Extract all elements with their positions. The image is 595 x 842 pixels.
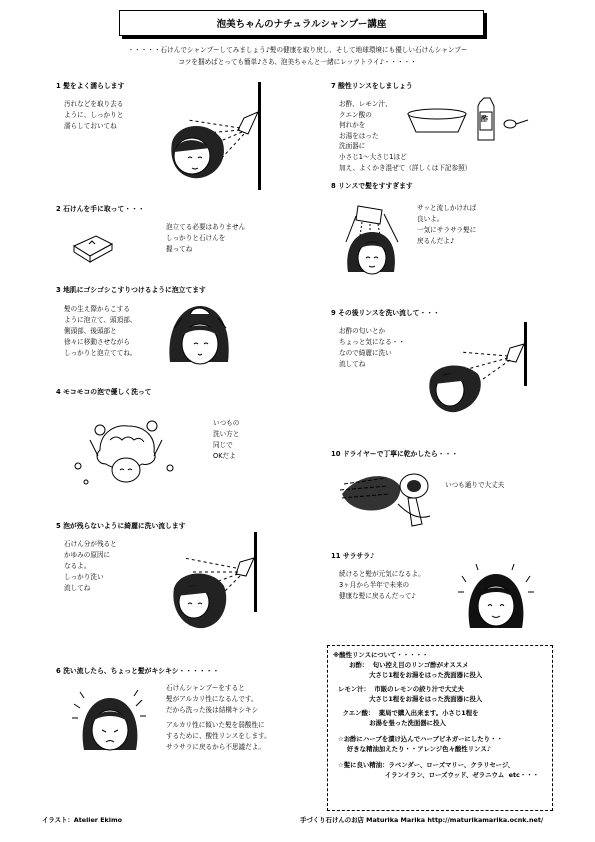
step-3-title: 3 地肌にゴシゴシこすりつけるように泡立てます <box>56 286 206 294</box>
shower-rinsing-illustration <box>160 532 260 634</box>
step-6-text-2: アルカリ性に傾いた髪を弱酸性に するために、酸性リンスをします。 サラサラに戻るから不思議だよ。 <box>166 721 271 751</box>
rinse-supplies-illustration <box>406 96 528 144</box>
rinse-note-line: レモン汁： 市販のレモンの絞り汁で大丈夫 <box>338 685 464 693</box>
vinegar-bottle-label: 酢 <box>481 115 488 123</box>
step-4-text: いつもの 洗い方と 同じで OKだよ <box>213 419 240 460</box>
step-11-title: 11 サラサラ♪ <box>331 552 375 560</box>
rinse-note-heading: ※酸性リンスについて・・・・・ <box>333 651 429 659</box>
step-5-text: 石けん分が残ると かゆみの原因に なるよ。 しっかり洗い 流してね <box>64 540 117 592</box>
intro-line-1: ・・・・・石けんでシャンプーしてみましょう♪髪の健康を取り戻し、そして地球環境にも優しい石けんシャンプー <box>127 46 468 54</box>
squeaky-hair-illustration <box>70 688 150 760</box>
step-8-text: サッと流しかければ 良いよ。 一気にサラサラ髪に 戻るんだよ♪ <box>417 204 477 245</box>
rinse-note-line: お酢： 匂い控え目のリンゴ酢がオススメ <box>338 661 469 669</box>
step-10-text: いつも通りで大丈夫 <box>445 481 505 489</box>
step-7-text: お酢、レモン汁、 クエン酸の 何れかを お湯をはった 洗面器に 小さじ1～大さじ1ほど 加え、よくかき混ぜて（詳しくは下記参照） <box>339 100 472 172</box>
pouring-rinse-illustration <box>336 202 408 282</box>
step-4-title: 4 モコモコの泡で優しく洗って <box>56 388 152 396</box>
step-1-title: 1 髪をよく濡らします <box>56 82 125 90</box>
shop-credit: 手づくり石けんのお店 Maturika Marika http://maturikamarika.ocnk.net/ <box>300 816 544 824</box>
intro-line-2: コツを掴めばとっても簡単♪さあ、泡美ちゃんと一緒にレッツトライ♪・・・・・ <box>178 58 417 66</box>
rinse-note-lines <box>338 660 539 780</box>
step-6-text: 石けんシャンプーをすると 髪がアルカリ性になるんです。 だから洗った後は結構キシキシ <box>166 684 259 714</box>
step-7-title: 7 酸性リンスをしましょう <box>331 82 413 90</box>
step-6-title: 6 洗い流したら、ちょっと髪がキシキシ・・・・・・ <box>56 667 220 675</box>
rinse-note-line: ☆髪に良い精油：ラベンダー、ローズマリー、クラリセージ、 <box>338 761 515 769</box>
step-9-text: お酢の匂いとか ちょっと気になる・・ なので綺麗に洗い 流してね <box>339 327 405 368</box>
foam-washing-illustration <box>70 410 182 488</box>
illustration-credit: イラスト：Atelier Ekimo <box>42 816 123 824</box>
soap-bar-illustration <box>70 230 114 262</box>
step-9-title: 9 その後リンスを洗い流して・・・ <box>331 309 440 317</box>
rinse-note-line: 大さじ1程をお湯をはった洗面器に投入 <box>338 671 483 679</box>
hair-dryer-illustration <box>338 464 438 536</box>
rinse-note-line: イランイラン、ローズウッド、ゼラニウム etc・・・ <box>338 771 540 779</box>
step-1-text: 汚れなどを取り去る ように、しっかりと 濡らしておいてね <box>64 100 124 130</box>
step-5-title: 5 泡が残らないように綺麗に洗い流します <box>56 522 186 530</box>
page-title-box <box>119 10 484 36</box>
step-8-title: 8 リンスで髪をすすぎます <box>331 182 413 190</box>
rinse-note-line: クエン酸： 薬局で購入出来ます。小さじ1程を <box>338 709 479 717</box>
shower-rinse-off-illustration <box>420 322 530 420</box>
page-title: 泡美ちゃんのナチュラルシャンプー講座 <box>216 19 387 30</box>
rinse-note-line: お湯を張った洗面器に投入 <box>338 719 446 727</box>
lathering-scalp-illustration <box>160 298 238 376</box>
rinse-note-line: 大さじ1程をお湯をはった洗面器に投入 <box>338 695 483 703</box>
shower-wetting-illustration <box>148 82 266 190</box>
silky-hair-girl-illustration <box>456 562 536 638</box>
intro-text <box>40 44 555 68</box>
step-3-text: 髪の生え際からこする ように泡立て、頭頂部、 側頭部、後頭部と 徐々に移動させながら しっかりと泡立ててね。 <box>64 305 137 357</box>
rinse-note-line: ☆お酢にハーブを漬け込んでハーブビネガーにしたり・・ <box>338 735 503 743</box>
step-2-text: 泡立てる必要はありません しっかりと石けんを 握ってね <box>166 223 246 253</box>
rinse-note-line: 好きな精油加えたり・・アレンジ色々酸性リンス♪ <box>338 745 491 753</box>
step-2-title: 2 石けんを手に取って・・・ <box>56 205 145 213</box>
step-10-title: 10 ドライヤーで丁寧に乾かしたら・・・ <box>331 450 459 458</box>
step-11-text: 続けると髪が元気になるよ。 3ヶ月から半年で未来の 健康な髪に戻るんだって♪ <box>339 570 425 600</box>
